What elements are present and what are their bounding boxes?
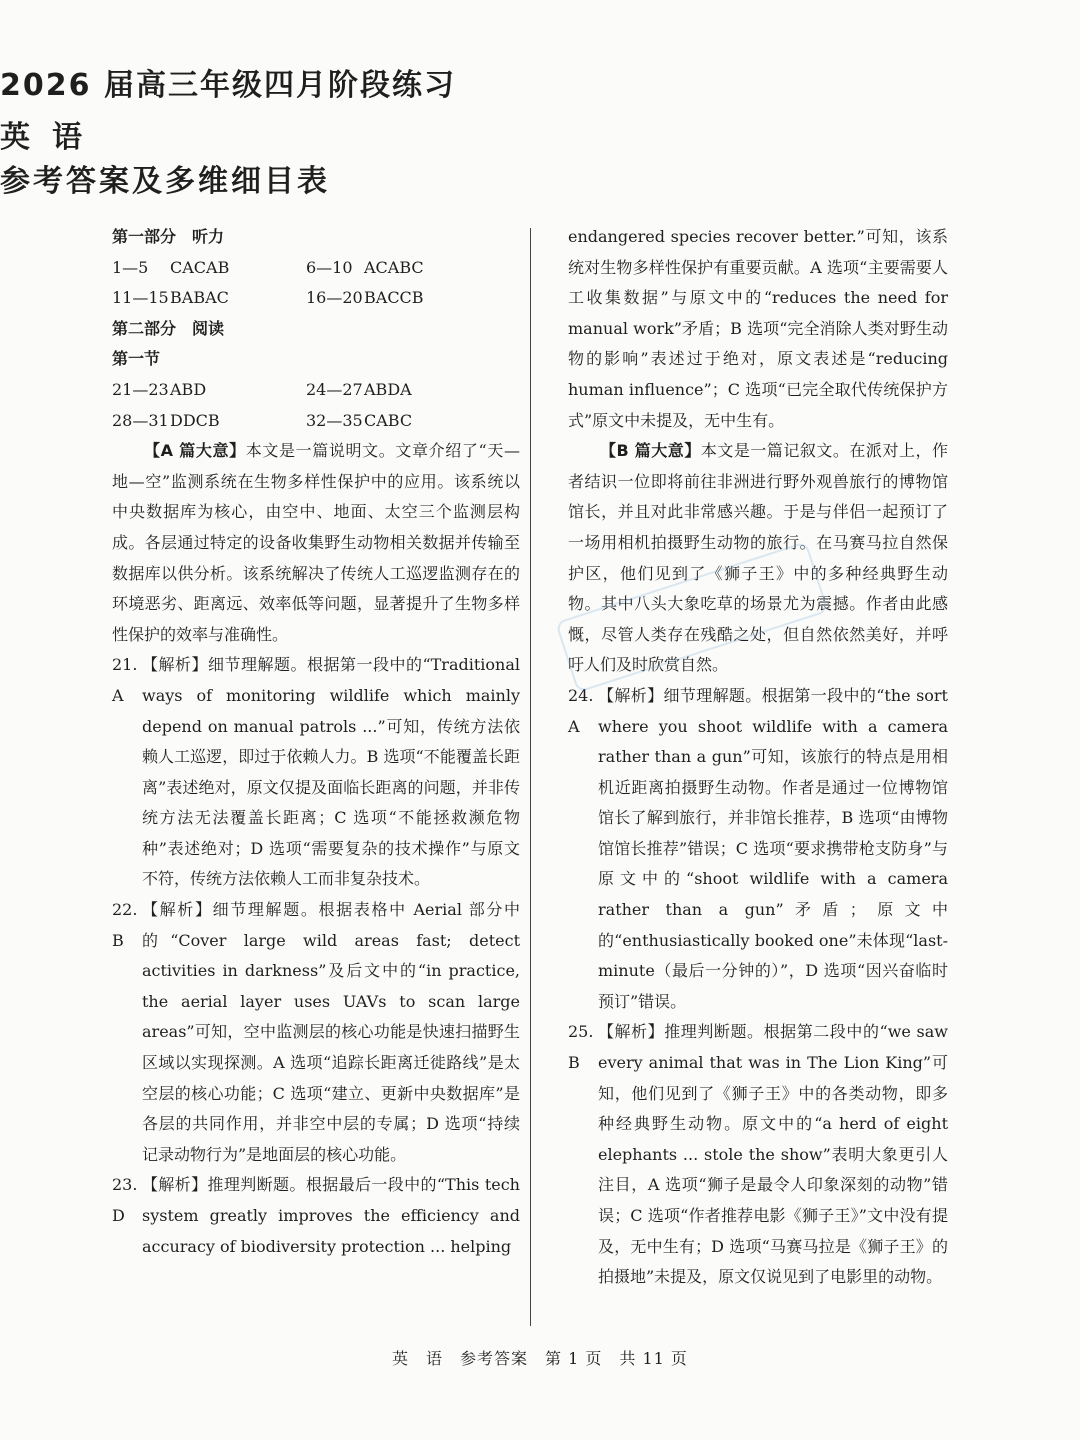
answer-row [112,253,520,284]
passage-a-label: 【A 篇大意】 [144,441,246,461]
question-item [568,681,948,1018]
question-item [568,1017,948,1292]
answer-key: BACCB [364,288,424,308]
answer-key: ABDA [364,379,412,399]
question-number: 24. A [568,685,594,736]
question-item [112,895,520,1170]
answer-range: 28—31 [112,410,169,430]
answer-row [112,406,520,437]
section1-heading: 第一节 [112,349,161,369]
question-explanation: 【解析】细节理解题。根据表格中 Aerial 部分中的“Cover large wild areas fast; detect activities in darkness”及后文中的“in practice, the aerial layer uses UAVs to scan large areas”可知，空中监测层的核心功能是快速扫描野生区域以实现探测。A 选项“追踪长距离迁徙路线”是太空层的核心功能；C 选项“建立、更新中央数据库”是各层的共同作用，并非空中层的专属；D 选项“持续记录动物行为”是地面层的核心功能。 [142,900,520,1164]
passage-b-label: 【B 篇大意】 [600,441,701,461]
answer-range: 1—5 [112,257,149,277]
answer-range: 24—27 [306,379,363,399]
page-title: 2026 届高三年级四月阶段练习 [0,68,456,103]
subject-title: 英语 [0,120,104,155]
answer-range: 16—20 [306,288,363,308]
part1-heading: 第一部分 听力 [112,227,225,246]
answer-range: 11—15 [112,288,169,308]
answer-key: CACAB [170,257,230,277]
page-footer: 英 语 参考答案 第 1 页 共 11 页 [392,1349,688,1368]
left-column [112,222,520,1262]
answer-key: ABD [170,379,207,399]
right-column [568,222,948,1293]
question-explanation: 【解析】细节理解题。根据第一段中的“Traditional ways of monitoring wildlife which mainly depend on manual patrols ...”可知，传统方法依赖人工巡逻，即过于依赖人力。B 选项“不能覆盖长距离”表述绝对，原文仅提及面临长距离的问题，并非传统方法无法覆盖长距离；C 选项“不能拯救濒危物种”表述绝对；D 选项“需要复杂的技术操作”与原文不符，传统方法依赖人工而非复杂技术。 [142,655,520,889]
question-explanation: 【解析】推理判断题。根据第二段中的“we saw every animal that was in The Lion King”可知，他们见到了《狮子王》中的各类动物，即多种经典野生动物。原文中的“a herd of eight elephants ... stole the show”表明大象更引人注目，A 选项“狮子是最令人印象深刻的动物”错误；C 选项“作者推荐电影《狮子王》”文中没有提及，无中生有；D 选项“马赛马拉是《狮子王》的拍摄地”未提及，原文仅说见到了电影里的动物。 [598,1022,948,1287]
answer-key: BABAC [170,288,229,308]
question-explanation: 【解析】推理判断题。根据最后一段中的“This tech system greatly improves the efficiency and accuracy of biodiversity protection ... helping [142,1175,520,1256]
part2-heading: 第二部分 阅读 [112,318,225,338]
question-explanation: 【解析】细节理解题。根据第一段中的“the sort where you shoot wildlife with a camera rather than a gun”可知，该旅行的特点是用相机近距离拍摄野生动物。作者是通过一位博物馆馆长了解到旅行，并非馆长推荐，B 选项“由博物馆馆长推荐”错误；C 选项“要求携带枪支防身”与原文中的“shoot wildlife with a camera rather than a gun”矛盾；原文中的“enthusiastically booked one”未体现“last-minute（最后一分钟的）”，D 选项“因兴奋临时预订”错误。 [598,685,948,1011]
question-number: 22. B [112,900,138,950]
answer-row [112,283,520,314]
answer-range: 6—10 [306,257,353,277]
answer-key: CABC [364,410,413,430]
question-number: 23. D [112,1175,138,1225]
answer-key: DDCB [170,410,220,430]
passage-b-text: 本文是一篇记叙文。在派对上，作者结识一位即将前往非洲进行野外观兽旅行的博物馆馆长，并且对此非常感兴趣。于是与伴侣一起预订了一场用相机拍摄野生动物的旅行。在马赛马拉自然保护区，他们见到了《狮子王》中的多种经典野生动物。其中八头大象吃草的场景尤为震撼。作者由此感慨，尽管人类存在残酷之处，但自然依然美好，并呼吁人们及时欣赏自然。 [568,441,948,675]
answer-row [112,375,520,406]
question-item [112,650,520,895]
answer-range: 32—35 [306,410,363,430]
question-number: 25. B [568,1022,594,1073]
answer-range: 21—23 [112,379,169,399]
question-number: 21. A [112,655,138,705]
passage-a-q23-continuation: endangered species recover better.”可知，该系统对生物多样性保护有重要贡献。A 选项“主要需要人工收集数据”与原文中的“reduces the need for manual work”矛盾；B 选项“完全消除人类对野生动物的影响”表述过于绝对，原文表述是“reducing human influence”；C 选项“已完全取代传统保护方式”原文中未提及，无中生有。 [568,227,948,430]
column-divider [530,228,531,1326]
question-item [112,1170,520,1262]
passage-a-text: 本文是一篇说明文。文章介绍了“天—地—空”监测系统在生物多样性保护中的应用。该系统以中央数据库为核心，由空中、地面、太空三个监测层构成。各层通过特定的设备收集野生动物相关数据并传输至数据库以供分析。该系统解决了传统人工巡逻监测存在的环境恶劣、距离远、效率低等问题，显著提升了生物多样性保护的效率与准确性。 [112,441,520,644]
page-subtitle: 参考答案及多维细目表 [0,164,330,199]
passage-a-summary [112,436,520,650]
answer-key: ACABC [364,257,424,277]
